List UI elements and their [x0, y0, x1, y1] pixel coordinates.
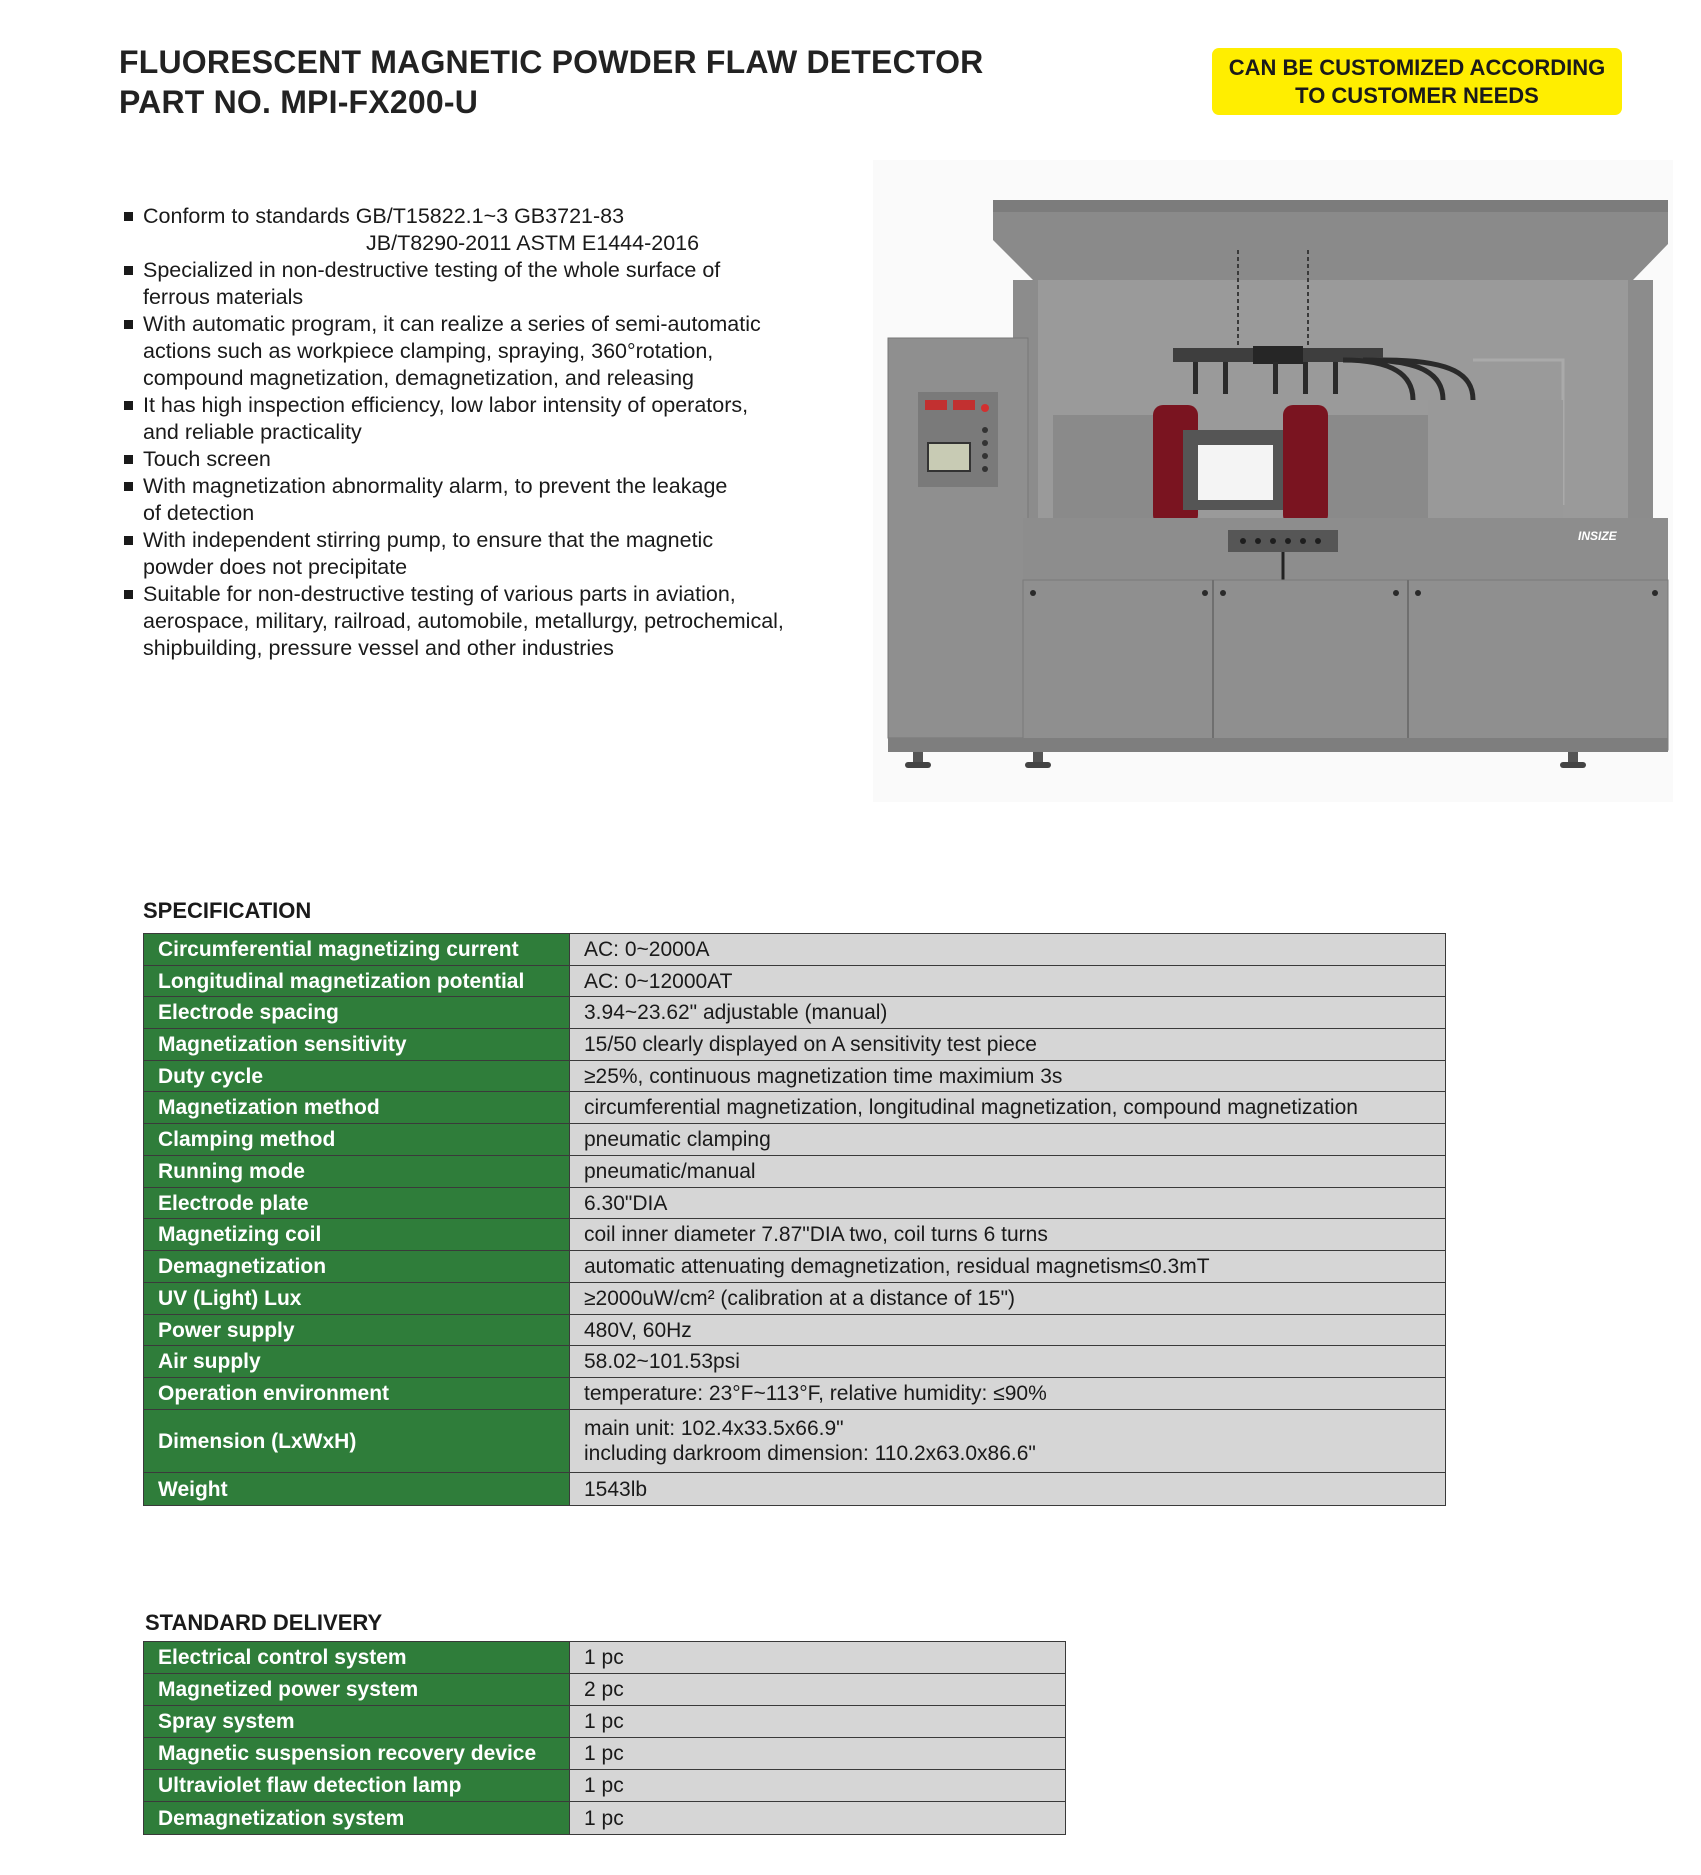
- feature-list: [119, 203, 839, 662]
- spec-value: AC: 0~12000AT: [570, 966, 1446, 997]
- table-row: [144, 1029, 1446, 1061]
- spec-key: Clamping method: [144, 1124, 570, 1156]
- feature-line: compound magnetization, demagnetization, and releasing: [143, 366, 695, 390]
- table-row: [144, 934, 1446, 966]
- spec-value: pneumatic clamping: [570, 1124, 1446, 1156]
- spec-key: Running mode: [144, 1156, 570, 1188]
- spec-key: Operation environment: [144, 1378, 570, 1410]
- spec-value: circumferential magnetization, longitudinal magnetization, compound magnetization: [570, 1092, 1446, 1124]
- table-row: [144, 1124, 1446, 1156]
- feature-line: ferrous materials: [143, 285, 304, 309]
- badge-line-2: TO CUSTOMER NEEDS: [1295, 82, 1539, 108]
- feature-item-applications: [119, 581, 839, 662]
- delivery-qty: 1 pc: [570, 1706, 1066, 1738]
- table-row: [144, 1674, 1066, 1706]
- delivery-qty: 1 pc: [570, 1738, 1066, 1770]
- specification-title: SPECIFICATION: [143, 898, 312, 923]
- table-row: [144, 1061, 1446, 1092]
- feature-item-stirring-pump: [119, 527, 839, 581]
- table-row: [144, 1251, 1446, 1283]
- spec-value: 15/50 clearly displayed on A sensitivity test piece: [570, 1029, 1446, 1061]
- table-row: [144, 1092, 1446, 1124]
- spec-value: AC: 0~2000A: [570, 934, 1446, 966]
- table-row: [144, 1378, 1446, 1410]
- spec-key: Duty cycle: [144, 1061, 570, 1092]
- spec-key: Demagnetization: [144, 1251, 570, 1283]
- spec-value: 1543lb: [570, 1473, 1446, 1506]
- feature-item-touch-screen: [119, 446, 839, 473]
- feature-line: Suitable for non-destructive testing of various parts in aviation,: [143, 582, 736, 606]
- machine-brand-logo: INSIZE: [1578, 529, 1617, 543]
- spec-value: ≥2000uW/cm² (calibration at a distance of 15"): [570, 1283, 1446, 1315]
- table-row: [144, 1473, 1446, 1506]
- delivery-qty: 2 pc: [570, 1674, 1066, 1706]
- table-row: [144, 1346, 1446, 1378]
- table-row: [144, 1738, 1066, 1770]
- spec-key: UV (Light) Lux: [144, 1283, 570, 1315]
- table-row: [144, 1315, 1446, 1346]
- spec-key: Power supply: [144, 1315, 570, 1346]
- delivery-item: Magnetized power system: [144, 1674, 570, 1706]
- title-line-product: FLUORESCENT MAGNETIC POWDER FLAW DETECTOR: [119, 44, 984, 80]
- spec-value: 6.30"DIA: [570, 1188, 1446, 1219]
- machine-photo: [873, 160, 1673, 802]
- feature-item-efficiency: [119, 392, 839, 446]
- feature-line: Conform to standards GB/T15822.1~3 GB3721-83: [143, 204, 625, 228]
- delivery-item: Ultraviolet flaw detection lamp: [144, 1770, 570, 1802]
- table-row: [144, 966, 1446, 997]
- feature-item-automatic-program: [119, 311, 839, 392]
- feature-line: JB/T8290-2011 ASTM E1444-2016: [366, 231, 700, 255]
- spec-key: Longitudinal magnetization potential: [144, 966, 570, 997]
- spec-key: Electrode plate: [144, 1188, 570, 1219]
- table-row: [144, 997, 1446, 1029]
- delivery-item: Demagnetization system: [144, 1802, 570, 1835]
- spec-key: Dimension (LxWxH): [144, 1410, 570, 1473]
- spec-value: temperature: 23°F~113°F, relative humidity: ≤90%: [570, 1378, 1446, 1410]
- spec-value: 58.02~101.53psi: [570, 1346, 1446, 1378]
- delivery-qty: 1 pc: [570, 1642, 1066, 1674]
- feature-line: shipbuilding, pressure vessel and other industries: [143, 636, 614, 660]
- feature-line: powder does not precipitate: [143, 555, 408, 579]
- spec-value: automatic attenuating demagnetization, residual magnetism≤0.3mT: [570, 1251, 1446, 1283]
- delivery-item: Magnetic suspension recovery device: [144, 1738, 570, 1770]
- customization-badge: [1212, 48, 1622, 115]
- feature-line: It has high inspection efficiency, low labor intensity of operators,: [143, 393, 749, 417]
- feature-line: With automatic program, it can realize a series of semi-automatic: [143, 312, 761, 336]
- feature-line: and reliable practicality: [143, 420, 362, 444]
- feature-line: of detection: [143, 501, 255, 525]
- spec-key: Magnetization method: [144, 1092, 570, 1124]
- feature-line: aerospace, military, railroad, automobile, metallurgy, petrochemical,: [143, 609, 784, 633]
- spec-key: Electrode spacing: [144, 997, 570, 1029]
- page-title: [119, 42, 983, 122]
- table-row: [144, 1219, 1446, 1251]
- feature-item-standards: [119, 203, 839, 257]
- table-row: [144, 1156, 1446, 1188]
- feature-line: actions such as workpiece clamping, spraying, 360°rotation,: [143, 339, 714, 363]
- spec-value: ≥25%, continuous magnetization time maximium 3s: [570, 1061, 1446, 1092]
- feature-line: Touch screen: [143, 447, 271, 471]
- spec-key: Magnetizing coil: [144, 1219, 570, 1251]
- feature-line: Specialized in non-destructive testing of the whole surface of: [143, 258, 721, 282]
- title-line-part-no: PART NO. MPI-FX200-U: [119, 84, 478, 120]
- table-row: [144, 1770, 1066, 1802]
- delivery-item: Electrical control system: [144, 1642, 570, 1674]
- spec-value: [570, 1410, 1446, 1473]
- spec-key: Weight: [144, 1473, 570, 1506]
- delivery-item: Spray system: [144, 1706, 570, 1738]
- table-row: [144, 1642, 1066, 1674]
- delivery-qty: 1 pc: [570, 1802, 1066, 1835]
- feature-line: With magnetization abnormality alarm, to prevent the leakage: [143, 474, 728, 498]
- spec-value: coil inner diameter 7.87"DIA two, coil turns 6 turns: [570, 1219, 1446, 1251]
- feature-line: With independent stirring pump, to ensure that the magnetic: [143, 528, 714, 552]
- table-row: [144, 1802, 1066, 1835]
- spec-value-line: including darkroom dimension: 110.2x63.0x86.6": [584, 1442, 1036, 1465]
- spec-value: 3.94~23.62" adjustable (manual): [570, 997, 1446, 1029]
- delivery-table: [143, 1641, 1066, 1835]
- spec-value: 480V, 60Hz: [570, 1315, 1446, 1346]
- feature-item-alarm: [119, 473, 839, 527]
- spec-key: Air supply: [144, 1346, 570, 1378]
- delivery-title: STANDARD DELIVERY: [145, 1610, 383, 1635]
- spec-value-line: main unit: 102.4x33.5x66.9": [584, 1417, 844, 1440]
- spec-key: Magnetization sensitivity: [144, 1029, 570, 1061]
- feature-item-specialized: [119, 257, 839, 311]
- table-row: [144, 1706, 1066, 1738]
- spec-key: Circumferential magnetizing current: [144, 934, 570, 966]
- table-row: [144, 1188, 1446, 1219]
- badge-line-1: CAN BE CUSTOMIZED ACCORDING: [1228, 54, 1606, 80]
- table-row: [144, 1283, 1446, 1315]
- delivery-qty: 1 pc: [570, 1770, 1066, 1802]
- specification-table: [143, 933, 1446, 1506]
- spec-value: pneumatic/manual: [570, 1156, 1446, 1188]
- table-row: [144, 1410, 1446, 1473]
